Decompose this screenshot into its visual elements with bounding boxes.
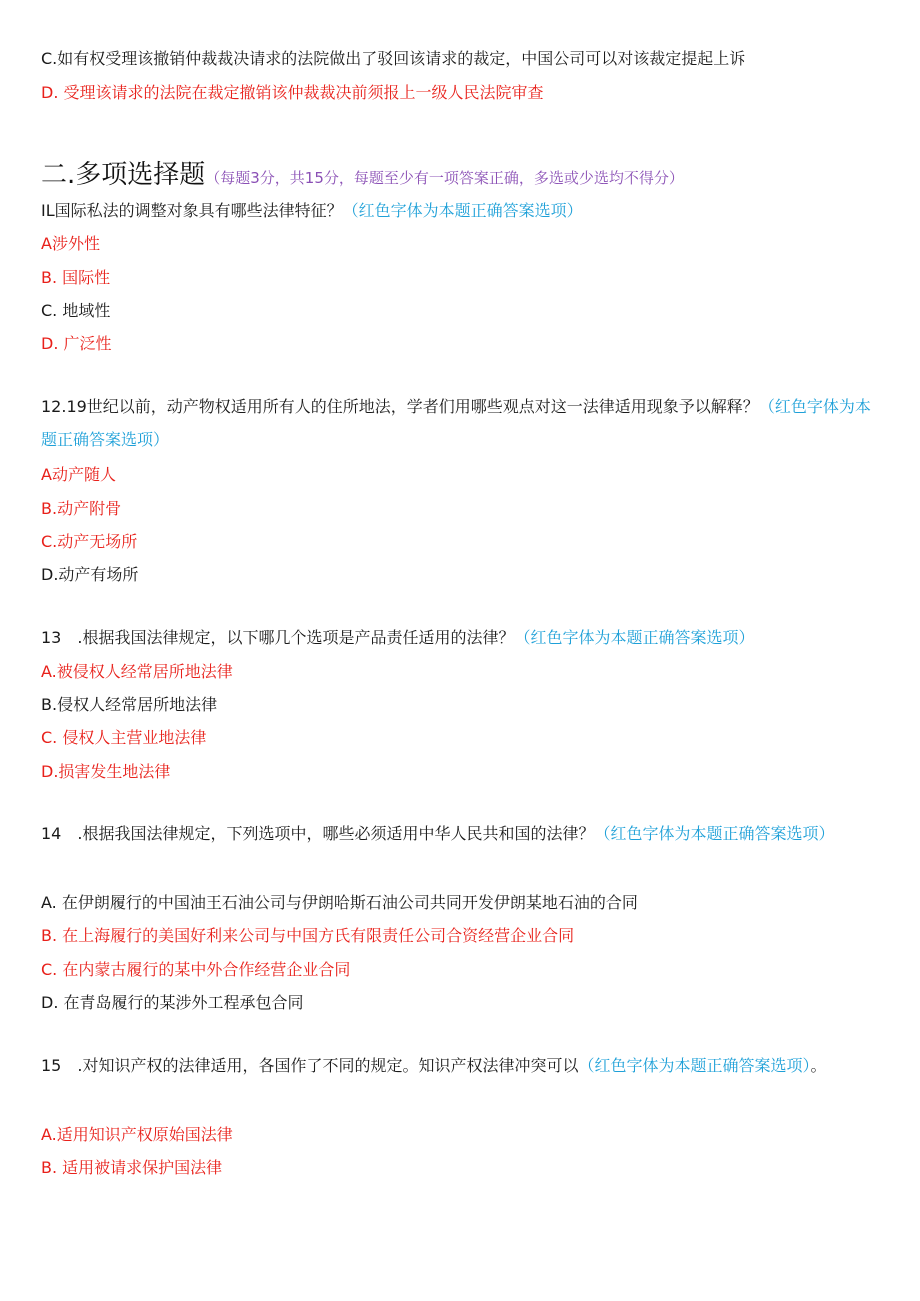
question-11-option-d: D. 广泛性 <box>41 334 112 353</box>
answer-note: （红色字体为本题正确答案选项） <box>578 1056 811 1075</box>
question-stem-text: 15 .对知识产权的法律适用，各国作了不同的规定。知识产权法律冲突可以 <box>41 1056 579 1075</box>
answer-note: （红色字体为本题正确答案选项） <box>41 397 871 449</box>
question-15-option-a: A.适用知识产权原始国法律 <box>41 1125 233 1144</box>
question-15-stem <box>41 1049 880 1082</box>
answer-note: （红色字体为本题正确答案选项） <box>514 628 755 647</box>
question-13-stem <box>41 621 880 654</box>
question-14-option-c: C. 在内蒙古履行的某中外合作经营企业合同 <box>41 960 351 979</box>
question-stem-text: 13 .根据我国法律规定，以下哪几个选项是产品责任适用的法律？ <box>41 628 515 647</box>
question-12-stem <box>41 390 880 456</box>
question-14-option-d: D. 在青岛履行的某涉外工程承包合同 <box>41 993 304 1012</box>
section-heading <box>41 155 880 195</box>
question-14-option-a: A. 在伊朗履行的中国油王石油公司与伊朗哈斯石油公司共同开发伊朗某地石油的合同 <box>41 893 638 912</box>
question-13-option-d: D.损害发生地法律 <box>41 762 171 781</box>
question-stem-text: 12.19世纪以前，动产物权适用所有人的住所地法，学者们用哪些观点对这一法律适用现象予以解释？ <box>41 397 759 416</box>
section-title: 二.多项选择题 <box>41 160 206 190</box>
question-11-option-b: B. 国际性 <box>41 268 111 287</box>
prev-option-d: D. 受理该请求的法院在裁定撤销该仲裁裁决前须报上一级人民法院审查 <box>41 83 544 102</box>
question-stem-tail: 。 <box>810 1056 827 1075</box>
prev-option-c: C.如有权受理该撤销仲裁裁决请求的法院做出了驳回该请求的裁定，中国公司可以对该裁定提起上诉 <box>41 49 746 68</box>
question-stem-text: 14 .根据我国法律规定，下列选项中，哪些必须适用中华人民共和国的法律？ <box>41 824 595 843</box>
answer-note: （红色字体为本题正确答案选项） <box>594 824 835 843</box>
section-note: （每题3分，共15分，每题至少有一项答案正确，多选或少选均不得分） <box>205 169 684 187</box>
question-13-option-c: C. 侵权人主营业地法律 <box>41 728 207 747</box>
question-13-option-a: A.被侵权人经常居所地法律 <box>41 662 233 681</box>
question-stem-text: IL国际私法的调整对象具有哪些法律特征？ <box>41 201 343 220</box>
question-12-option-d: D.动产有场所 <box>41 565 139 584</box>
question-11-option-c: C. 地域性 <box>41 301 111 320</box>
question-12-option-c: C.动产无场所 <box>41 532 138 551</box>
question-12-option-a: A动产随人 <box>41 465 116 484</box>
question-14-stem <box>41 817 880 850</box>
question-14-option-b: B. 在上海履行的美国好利来公司与中国方氏有限责任公司合资经营企业合同 <box>41 926 575 945</box>
answer-note: （红色字体为本题正确答案选项） <box>342 201 583 220</box>
question-11-stem <box>41 194 880 227</box>
question-13-option-b: B.侵权人经常居所地法律 <box>41 695 218 714</box>
question-15-option-b: B. 适用被请求保护国法律 <box>41 1158 223 1177</box>
question-12-option-b: B.动产附骨 <box>41 499 122 518</box>
question-11-option-a: A涉外性 <box>41 234 100 253</box>
